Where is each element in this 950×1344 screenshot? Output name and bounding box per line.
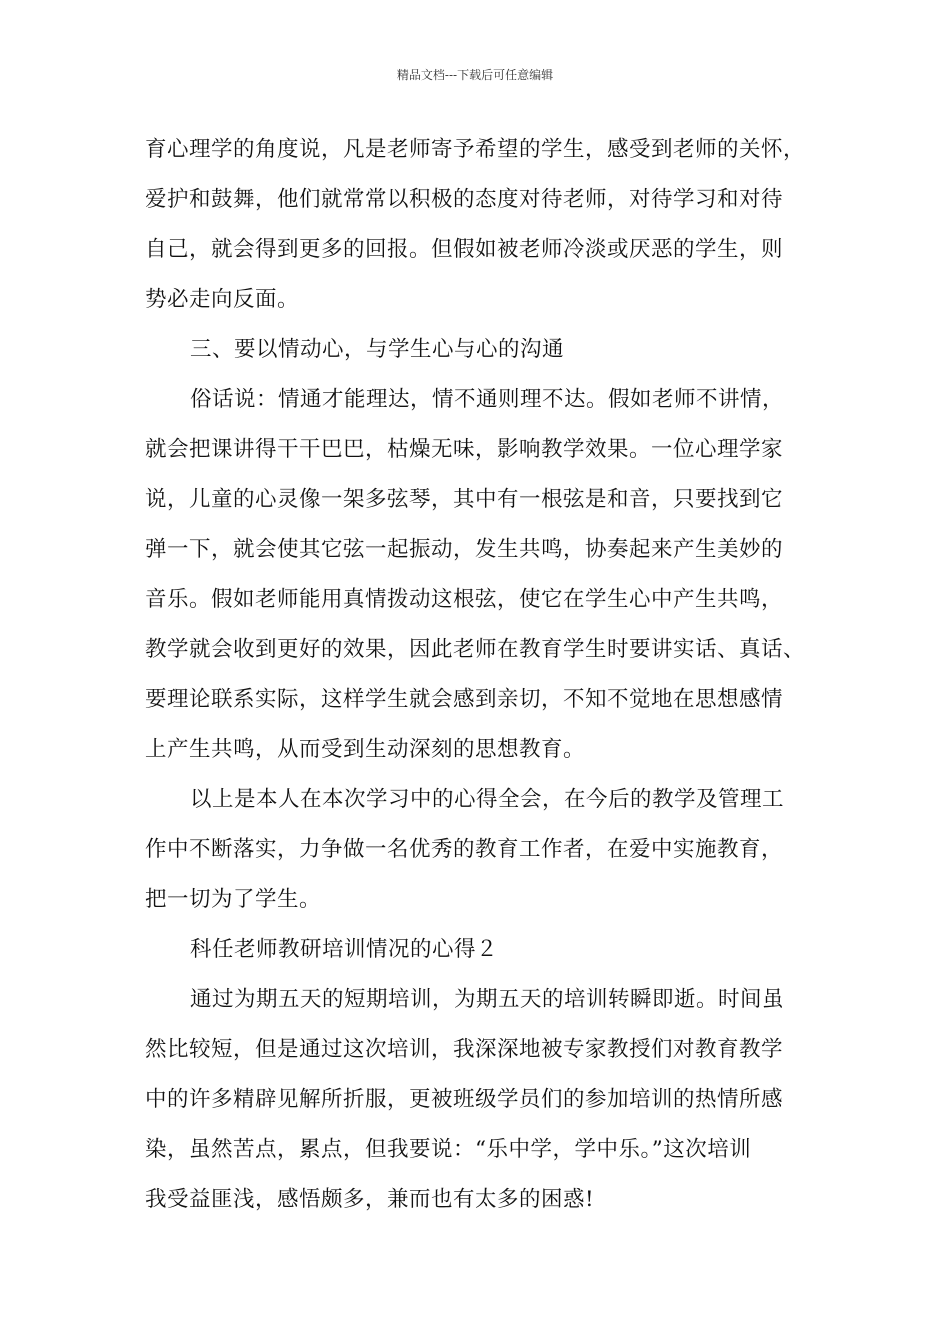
body-line: 作中不断落实，力争做一名优秀的教育工作者，在爱中实施教育， [145, 837, 784, 862]
body-line: 以上是本人在本次学习中的心得全会，在今后的教学及管理工 [190, 787, 785, 812]
body-line: 自己，就会得到更多的回报。但假如被老师冷淡或厌恶的学生，则 [145, 237, 784, 262]
body-line: 上产生共鸣，从而受到生动深刻的思想教育。 [145, 737, 586, 762]
page-header: 精品文档---下载后可任意编辑 [396, 68, 554, 82]
body-line: 我受益匪浅，感悟颇多，兼而也有太多的困惑! [145, 1187, 595, 1212]
body-line: 通过为期五天的短期培训，为期五天的培训转瞬即逝。时间虽 [190, 987, 785, 1012]
body-line: 染，虽然苦点，累点，但我要说：“乐中学，学中乐。”这次培训 [145, 1137, 752, 1162]
section-heading: 三、要以情动心，与学生心与心的沟通 [190, 337, 565, 362]
body-line: 爱护和鼓舞，他们就常常以积极的态度对待老师，对待学习和对待 [145, 187, 784, 212]
body-line: 中的许多精辟见解所折服，更被班级学员们的参加培训的热情所感 [145, 1087, 784, 1112]
section-title: 科任老师教研培训情况的心得２ [190, 937, 499, 962]
body-line: 势必走向反面。 [145, 287, 300, 312]
body-line: 俗话说：情通才能理达，情不通则理不达。假如老师不讲情， [190, 387, 785, 412]
body-line: 教学就会收到更好的效果，因此老师在教育学生时要讲实话、真话、 [145, 637, 806, 662]
body-line: 然比较短，但是通过这次培训，我深深地被专家教授们对教育教学 [145, 1037, 784, 1062]
body-line: 说，儿童的心灵像一架多弦琴，其中有一根弦是和音，只要找到它 [145, 487, 784, 512]
body-line: 育心理学的角度说，凡是老师寄予希望的学生，感受到老师的关怀， [145, 137, 806, 162]
body-line: 就会把课讲得干干巴巴，枯燥无味，影响教学效果。一位心理学家 [145, 437, 784, 462]
body-line: 要理论联系实际，这样学生就会感到亲切，不知不觉地在思想感情 [145, 687, 784, 712]
body-line: 弹一下，就会使其它弦一起振动，发生共鸣，协奏起来产生美妙的 [145, 537, 784, 562]
body-line: 把一切为了学生。 [145, 887, 322, 912]
body-line: 音乐。假如老师能用真情拨动这根弦，使它在学生心中产生共鸣， [145, 587, 784, 612]
